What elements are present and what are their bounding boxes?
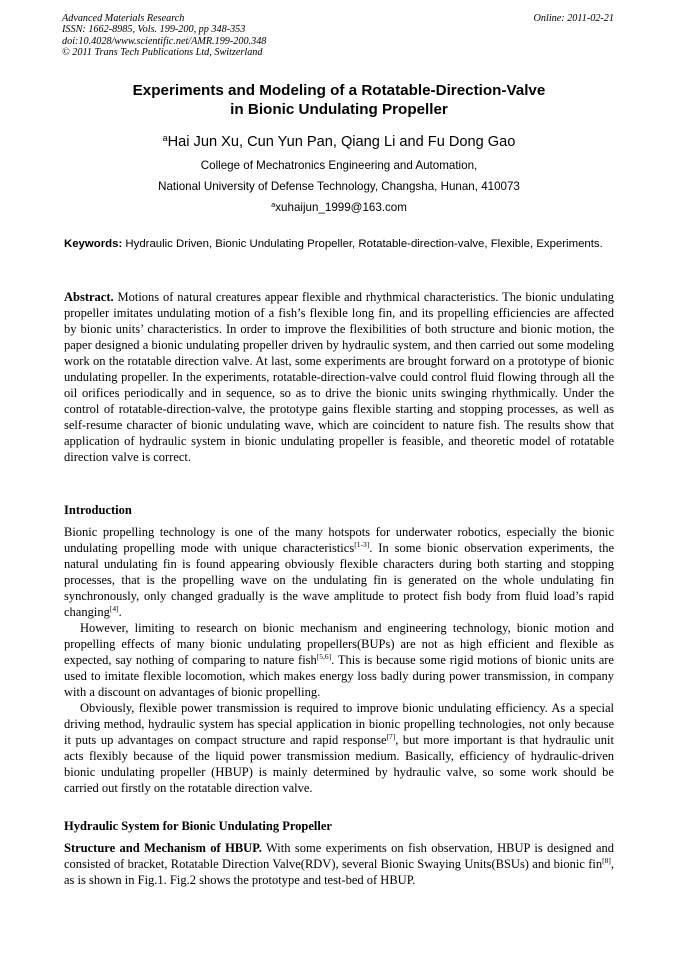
abstract-label: Abstract. bbox=[64, 290, 114, 304]
affiliation-line-1: College of Mechatronics Engineering and Automation, bbox=[200, 159, 478, 172]
title-line-1: Experiments and Modeling of a Rotatable-Direction-Valve bbox=[132, 82, 546, 99]
hydraulic-section-body bbox=[64, 840, 614, 888]
copyright-line: © 2011 Trans Tech Publications Ltd, Switzerland bbox=[62, 46, 263, 58]
issn-line: ISSN: 1662-8985, Vols. 199-200, pp 348-353 bbox=[62, 24, 246, 36]
introduction-heading: Introduction bbox=[64, 503, 132, 517]
journal-name: Advanced Materials Research bbox=[62, 13, 185, 24]
keywords-text: Hydraulic Driven, Bionic Undulating Propeller, Rotatable-direction-valve, Flexible, Experiments. bbox=[125, 238, 603, 250]
online-date: Online: 2011-02-21 bbox=[533, 13, 614, 24]
citation-ref: [4] bbox=[109, 604, 119, 613]
intro-p3-text-b: , but more important is that hydraulic unit acts flexibly because of the liquid power transmission medium. Basically, efficiency of hydraulic-driven bionic undulating propeller (HBUP) is mainly determined by hydraulic valve, so some work should be carried out firstly on the rotatable direction valve. bbox=[64, 733, 614, 795]
citation-ref: [7] bbox=[386, 732, 396, 741]
citation-ref: [8] bbox=[602, 856, 611, 865]
author-affil-mark: a bbox=[162, 133, 168, 143]
affiliation-line-2: National University of Defense Technology, Changsha, Hunan, 410073 bbox=[158, 180, 520, 193]
paper-title bbox=[40, 82, 638, 119]
author-email bbox=[0, 201, 678, 216]
intro-paragraph-1 bbox=[64, 524, 614, 620]
hydraulic-text-a: With some experiments on fish observation, HBUP is designed and consisted of bracket, Rotatable Direction Valve(RDV), several Bionic Swaying Units(BSUs) and bionic fin bbox=[64, 841, 614, 871]
intro-p1-text-c: . bbox=[118, 605, 122, 619]
citation-ref: [1-3] bbox=[354, 540, 370, 549]
citation-ref: [5,6] bbox=[316, 652, 332, 661]
hydraulic-paragraph bbox=[64, 840, 614, 888]
keywords-label: Keywords: bbox=[64, 238, 123, 250]
intro-p2-text-b: . This is because some rigid motions of bionic units are used to imitate flexible locomotion, which makes energy loss badly during power transmission, in company with a discount on advantages of bionic propelling. bbox=[64, 653, 614, 699]
intro-p1-text-b: . In some bionic observation experiments, the natural undulating fin is found appearing obviously flexible characters during both starting and stopping processes, that is the propelling wave on the undulating fin is generated on the whole undulating fin synchronously, only changed gradually is the wave amplitude to protect fish body from fluid load’s rapid changing bbox=[64, 541, 614, 619]
intro-paragraph-3 bbox=[64, 700, 614, 796]
email-address: xuhaijun_1999@163.com bbox=[275, 201, 407, 214]
hydraulic-section-heading: Hydraulic System for Bionic Undulating Propeller bbox=[64, 819, 332, 833]
author-names: Hai Jun Xu, Cun Yun Pan, Qiang Li and Fu Dong Gao bbox=[167, 134, 516, 150]
intro-paragraph-2 bbox=[64, 620, 614, 700]
title-line-2: in Bionic Undulating Propeller bbox=[230, 100, 448, 118]
keywords bbox=[64, 237, 614, 251]
hydraulic-text-b: , as is shown in Fig.1. Fig.2 shows the prototype and test-bed of HBUP. bbox=[64, 857, 614, 887]
journal-header bbox=[62, 13, 614, 58]
email-affil-mark: a bbox=[271, 200, 276, 209]
hydraulic-lead: Structure and Mechanism of HBUP. bbox=[64, 841, 262, 855]
intro-p3-text-a: Obviously, flexible power transmission is required to improve bionic undulating efficiency. As a special driving method, hydraulic system has special application in bionic propelling technologies, not only because it puts up advantages on compact structure and rapid response bbox=[64, 701, 614, 747]
doi-line: doi:10.4028/www.scientific.net/AMR.199-200.348 bbox=[62, 35, 267, 47]
abstract bbox=[64, 289, 614, 465]
intro-p2-text-a: However, limiting to research on bionic mechanism and engineering technology, bionic motion and propelling effects of many bionic undulating propellers(BUPs) are not as high efficient and flexible as expected, say nothing of comparing to nature fish bbox=[64, 621, 614, 667]
author-list bbox=[0, 133, 678, 152]
introduction-body bbox=[64, 524, 614, 796]
intro-p1-text-a: Bionic propelling technology is one of the many hotspots for underwater robotics, especially the bionic undulating propelling mode with unique characteristics bbox=[64, 525, 614, 555]
abstract-text: Motions of natural creatures appear flexible and rhythmical characteristics. The bionic undulating propeller imitates undulating motion of a fish’s flexible long fin, and its propelling efficiencies are affected by bionic units’ characteristics. In order to improve the flexibilities of both structure and bionic motion, the paper designed a bionic undulating propeller driven by hydraulic system, and then carried out some modeling work on the rotatable direction valve. At last, some experiments are brought forward on a prototype of bionic undulating propeller. In the experiments, rotatable-direction-valve could control fluid flowing through all the oil orifices periodically and in sequence, so as to drive the bionic units swinging rhythmically. Under the control of rotatable-direction-valve, the prototype gains flexible starting and stopping processes, as well as self-resume character of bionic undulating wave, which are coincident to nature fish. The results show that application of hydraulic system in bionic undulating propeller is feasible, and theoretic model of rotatable direction valve is correct. bbox=[64, 290, 615, 464]
